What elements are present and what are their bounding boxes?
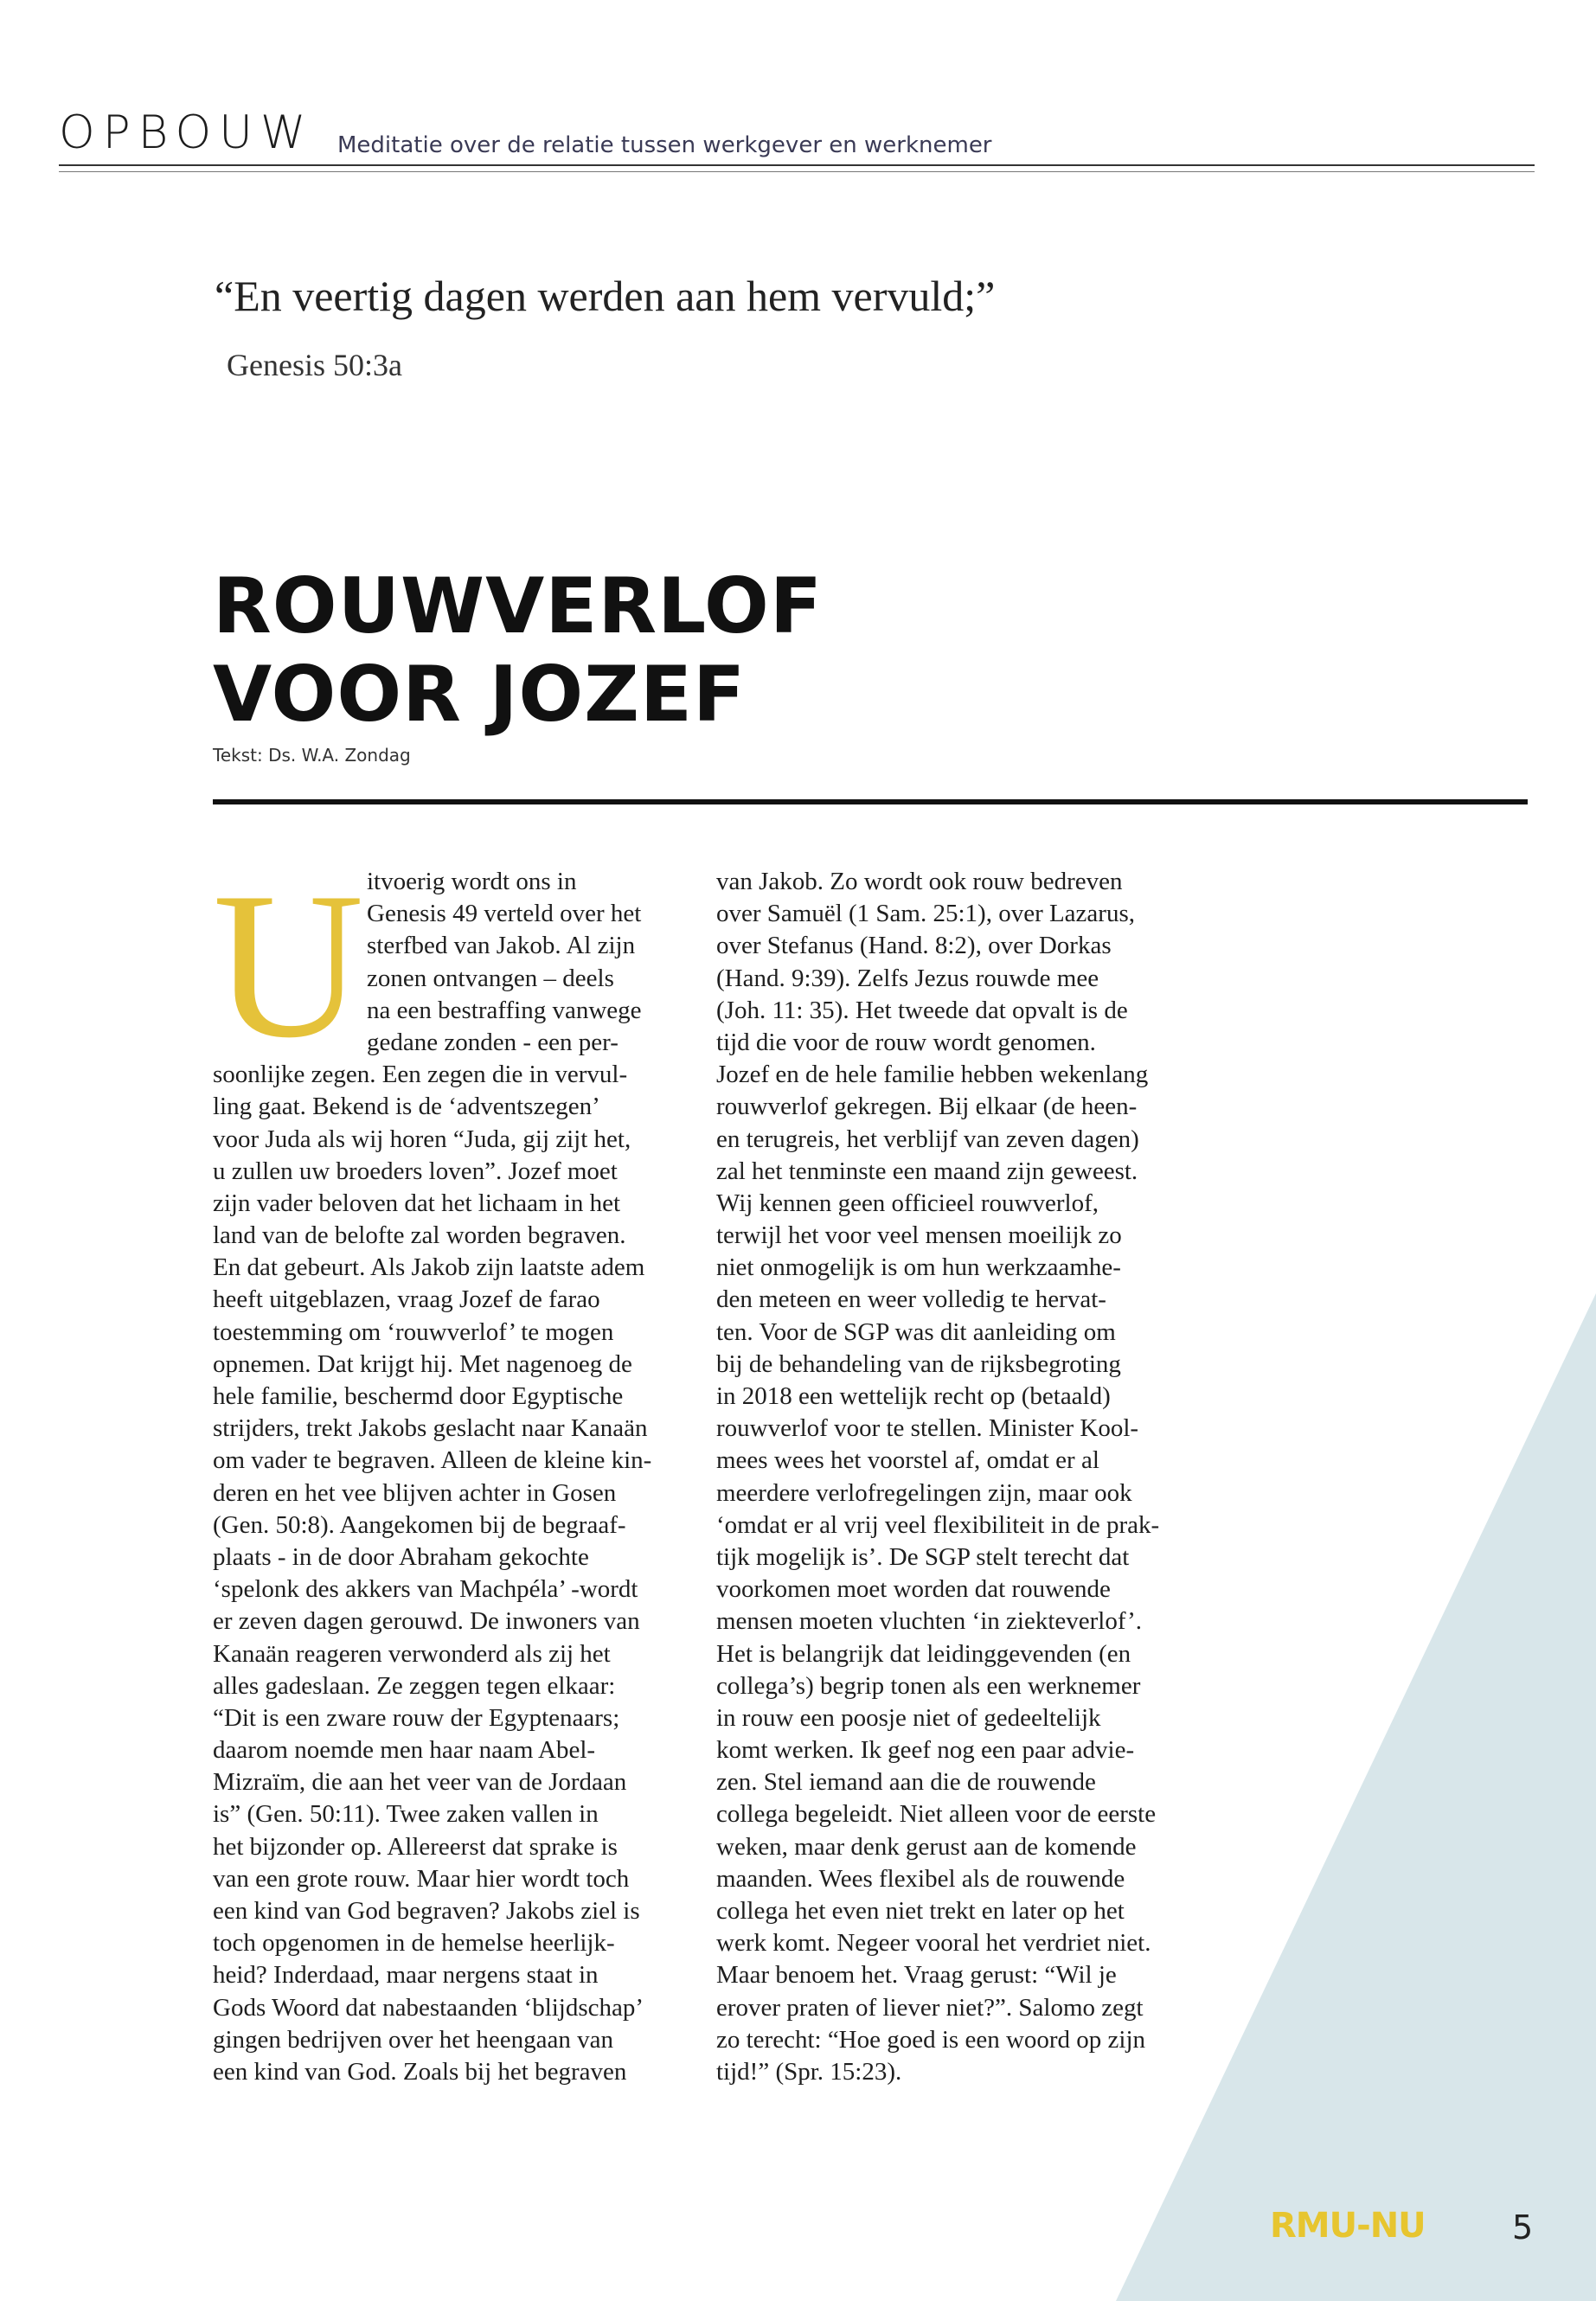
title-line: VOOR JOZEF xyxy=(213,650,747,739)
article-column-left xyxy=(213,849,671,2088)
rmu-nu-logo: RMU-NU xyxy=(1270,2206,1426,2246)
text-line: mees wees het voorstel af, omdat er al xyxy=(716,1446,1099,1475)
text-line: van Jakob. Zo wordt ook rouw bedreven xyxy=(716,868,1123,895)
text-line: gingen bedrijven over het heengaan van xyxy=(213,2025,614,2054)
text-line: maanden. Wees flexibel als de rouwende xyxy=(716,1864,1125,1893)
text-line: erover praten of liever niet?”. Salomo zegt xyxy=(716,1993,1144,2022)
text-line: niet onmogelijk is om hun werkzaamhe- xyxy=(716,1253,1121,1282)
text-line: meerdere verlofregelingen zijn, maar ook xyxy=(716,1478,1132,1507)
bible-quote: “En veertig dagen werden aan hem vervuld;” xyxy=(215,272,996,320)
header-rule xyxy=(59,164,1535,166)
header-subtitle: Meditatie over de relatie tussen werkgever en werknemer xyxy=(337,132,992,158)
title-divider xyxy=(213,799,1528,804)
text-line: gedane zonden - een per- xyxy=(367,1028,619,1056)
text-line: rouwverlof voor te stellen. Minister Kool- xyxy=(716,1414,1139,1443)
title-line: ROUWVERLOF xyxy=(213,561,823,651)
text-line: werk komt. Negeer vooral het verdriet niet. xyxy=(716,1929,1151,1958)
section-label: OPBOUW xyxy=(59,106,314,159)
text-line: het bijzonder op. Allereerst dat sprake is xyxy=(213,1832,618,1861)
text-line: ling gaat. Bekend is de ‘adventszegen’ xyxy=(213,1093,600,1121)
drop-cap: U xyxy=(213,849,364,1081)
text-line: zo terecht: “Hoe goed is een woord op zijn xyxy=(716,2025,1146,2054)
text-line: zen. Stel iemand aan die de rouwende xyxy=(716,1768,1096,1797)
header-rule-thin xyxy=(59,171,1535,172)
text-line: mensen moeten vluchten ‘in ziekteverlof’. xyxy=(716,1607,1142,1636)
text-line: daarom noemde men haar naam Abel- xyxy=(213,1736,596,1765)
text-line: u zullen uw broeders loven”. Jozef moet xyxy=(213,1157,618,1185)
text-line: hele familie, beschermd door Egyptische xyxy=(213,1382,624,1410)
text-line: plaats - in de door Abraham gekochte xyxy=(213,1542,589,1571)
text-line: en terugreis, het verblijf van zeven dagen) xyxy=(716,1125,1139,1153)
page-header xyxy=(59,102,1535,180)
text-line: deren en het vee blijven achter in Gosen xyxy=(213,1478,617,1507)
text-line: in 2018 een wettelijk recht op (betaald) xyxy=(716,1382,1111,1410)
text-line: na een bestraffing vanwege xyxy=(367,996,642,1024)
text-line: Jozef en de hele familie hebben wekenlang xyxy=(716,1061,1149,1089)
text-line: (Gen. 50:8). Aangekomen bij de begraaf- xyxy=(213,1510,626,1539)
text-line: een kind van God begraven? Jakobs ziel is xyxy=(213,1897,640,1925)
text-line: (Joh. 11: 35). Het tweede dat opvalt is de xyxy=(716,996,1128,1024)
text-line: zonen ontvangen – deels xyxy=(367,964,614,992)
text-line: er zeven dagen gerouwd. De inwoners van xyxy=(213,1607,640,1636)
text-line: heid? Inderdaad, maar nergens staat in xyxy=(213,1961,599,1990)
text-line: collega begeleidt. Niet alleen voor de eerste xyxy=(716,1800,1157,1829)
text-line: (Hand. 9:39). Zelfs Jezus rouwde mee xyxy=(716,964,1099,992)
text-line: ‘spelonk des akkers van Machpéla’ -wordt xyxy=(213,1575,638,1604)
text-line: rouwverlof gekregen. Bij elkaar (de heen- xyxy=(716,1093,1138,1121)
text-line: ten. Voor de SGP was dit aanleiding om xyxy=(716,1317,1116,1346)
text-line: opnemen. Dat krijgt hij. Met nagenoeg de xyxy=(213,1349,632,1378)
text-line: den meteen en weer volledig te hervat- xyxy=(716,1285,1106,1314)
text-line: terwijl het voor veel mensen moeilijk zo xyxy=(716,1221,1122,1250)
text-line: Gods Woord dat nabestaanden ‘blijdschap’ xyxy=(213,1993,644,2022)
text-line: collega het even niet trekt en later op het xyxy=(716,1897,1125,1925)
text-line: Mizraïm, die aan het veer van de Jordaan xyxy=(213,1768,627,1797)
text-line: van een grote rouw. Maar hier wordt toch xyxy=(213,1864,630,1893)
text-line: zijn vader beloven dat het lichaam in het xyxy=(213,1189,621,1217)
text-line: zal het tenminste een maand zijn geweest. xyxy=(716,1157,1138,1185)
text-line: over Stefanus (Hand. 8:2), over Dorkas xyxy=(716,932,1112,960)
quote-reference: Genesis 50:3a xyxy=(227,348,402,382)
text-line: strijders, trekt Jakobs geslacht naar Kanaän xyxy=(213,1414,648,1443)
text-line: weken, maar denk gerust aan de komende xyxy=(716,1832,1137,1861)
text-line: Kanaän reageren verwonderd als zij het xyxy=(213,1639,611,1668)
text-line: Maar benoem het. Vraag gerust: “Wil je xyxy=(716,1961,1117,1990)
text-line: tijd!” (Spr. 15:23). xyxy=(716,2057,902,2086)
text-line: is” (Gen. 50:11). Twee zaken vallen in xyxy=(213,1800,599,1829)
article-title xyxy=(213,562,823,739)
text-line: sterfbed van Jakob. Al zijn xyxy=(367,932,636,960)
text-line: Het is belangrijk dat leidinggevenden (en xyxy=(716,1639,1131,1668)
text-line: tijd die voor de rouw wordt genomen. xyxy=(716,1028,1096,1056)
text-line: voorkomen moet worden dat rouwende xyxy=(716,1575,1111,1604)
text-line: een kind van God. Zoals bij het begraven xyxy=(213,2057,627,2086)
text-line: toestemming om ‘rouwverlof’ te mogen xyxy=(213,1317,614,1346)
text-line: ‘omdat er al vrij veel flexibiliteit in de prak- xyxy=(716,1510,1160,1539)
byline: Tekst: Ds. W.A. Zondag xyxy=(213,745,411,766)
text-line: in rouw een poosje niet of gedeeltelijk xyxy=(716,1703,1101,1732)
text-line: heeft uitgeblazen, vraag Jozef de farao xyxy=(213,1285,600,1314)
text-line: toch opgenomen in de hemelse heerlijk- xyxy=(213,1929,615,1958)
text-line: bij de behandeling van de rijksbegroting xyxy=(716,1349,1121,1378)
text-line: alles gadeslaan. Ze zeggen tegen elkaar: xyxy=(213,1671,616,1700)
article-column-right xyxy=(716,866,1175,2088)
page-number: 5 xyxy=(1512,2208,1534,2247)
text-line: om vader te begraven. Alleen de kleine kin- xyxy=(213,1446,652,1475)
text-line: collega’s) begrip tonen als een werknemer xyxy=(716,1671,1141,1700)
text-line: itvoerig wordt ons in xyxy=(367,868,577,895)
text-line: En dat gebeurt. Als Jakob zijn laatste adem xyxy=(213,1253,645,1282)
text-line: tijk mogelijk is’. De SGP stelt terecht dat xyxy=(716,1542,1130,1571)
text-line: Wij kennen geen officieel rouwverlof, xyxy=(716,1189,1099,1217)
text-line: komt werken. Ik geef nog een paar advie- xyxy=(716,1736,1135,1765)
text-line: land van de belofte zal worden begraven. xyxy=(213,1221,626,1250)
text-line: over Samuël (1 Sam. 25:1), over Lazarus, xyxy=(716,900,1135,928)
text-line: “Dit is een zware rouw der Egyptenaars; xyxy=(213,1703,620,1732)
text-line: voor Juda als wij horen “Juda, gij zijt het, xyxy=(213,1125,631,1153)
text-line: Genesis 49 verteld over het xyxy=(367,900,642,928)
text-line: soonlijke zegen. Een zegen die in vervul- xyxy=(213,1061,628,1089)
